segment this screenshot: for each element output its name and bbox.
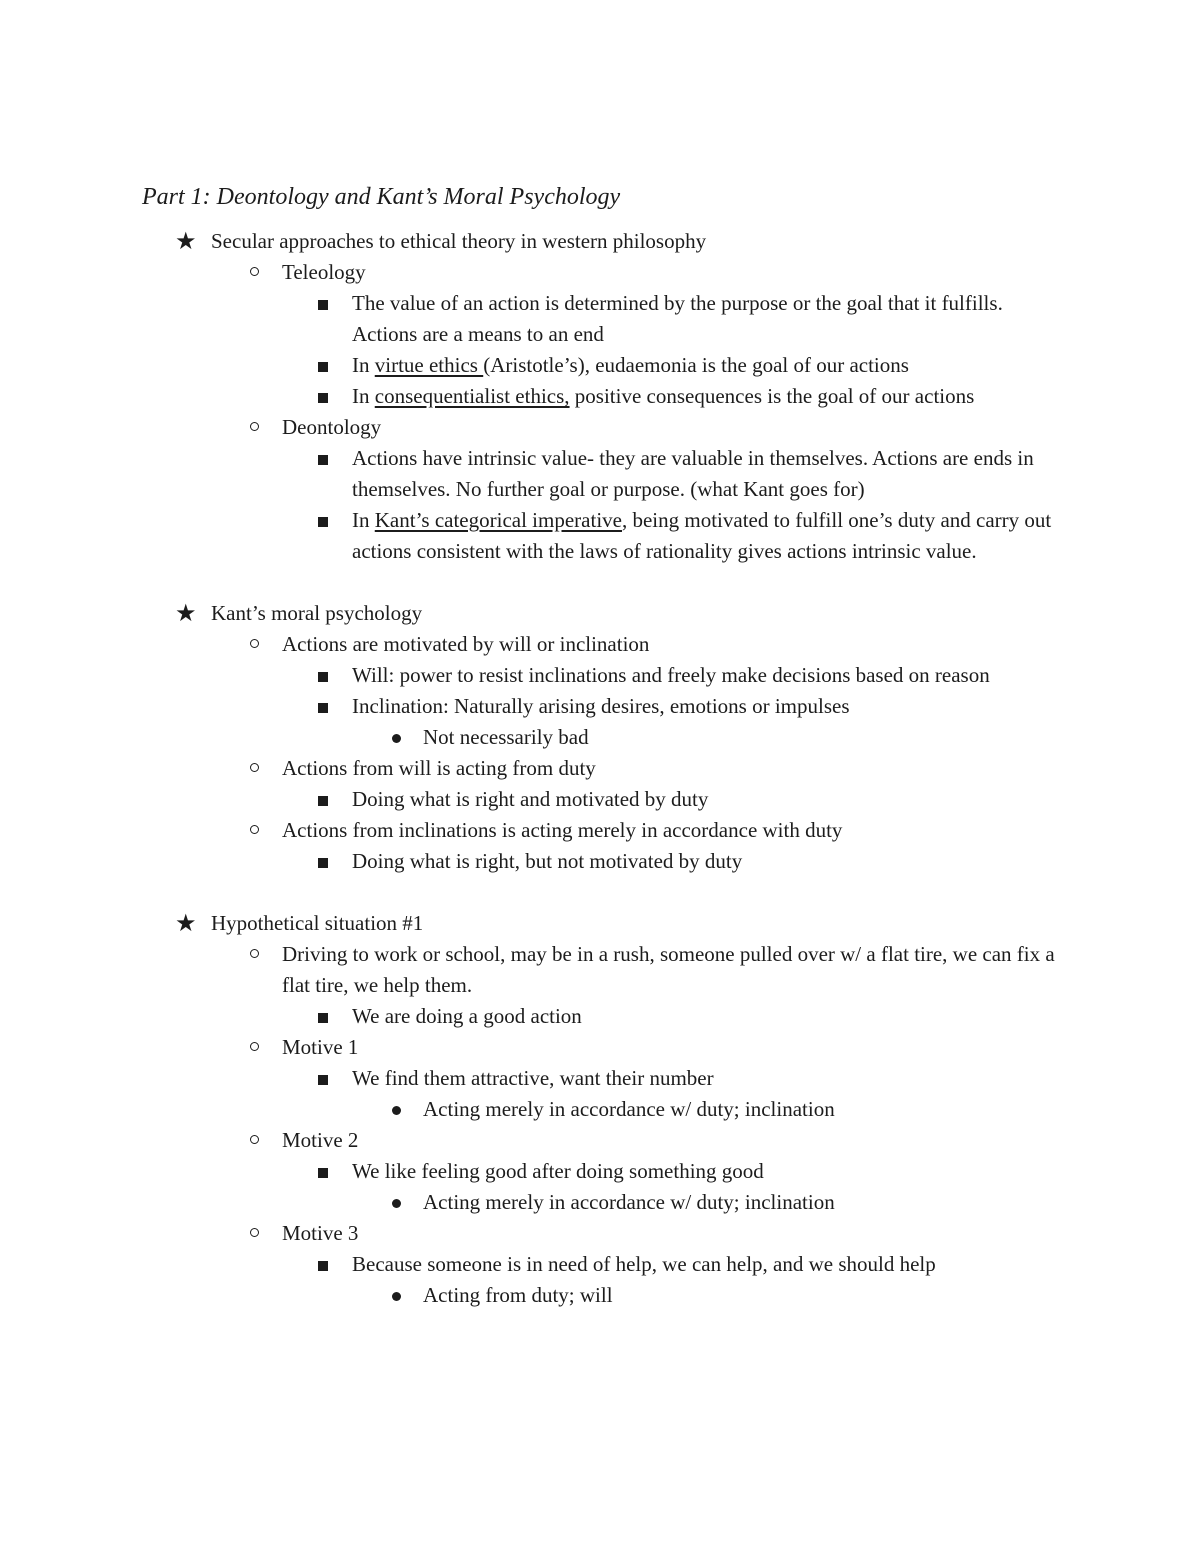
list-item <box>352 443 1072 505</box>
list-text: (Aristotle’s), eudaemonia is the goal of our actions <box>483 353 909 377</box>
list-item <box>282 412 1082 443</box>
square-bullet-icon <box>318 1013 328 1023</box>
square-bullet-icon <box>318 362 328 372</box>
list-text: , being motivated to fulfill one’s duty and carry out actions consistent with the laws of rationality gives actions intrinsic value. <box>352 508 1052 563</box>
list-item <box>352 1156 1072 1187</box>
list-item <box>352 288 1072 350</box>
square-bullet-icon <box>318 672 328 682</box>
underlined-term: virtue ethics <box>374 353 484 377</box>
list-text: We find them attractive, want their number <box>352 1066 714 1090</box>
subheading: Deontology <box>282 415 382 439</box>
list-item <box>282 939 1082 1001</box>
list-item <box>352 691 1072 722</box>
square-bullet-icon <box>318 517 328 527</box>
list-item <box>352 846 1072 877</box>
round-bullet-icon <box>392 1106 401 1115</box>
round-bullet-icon <box>392 734 401 743</box>
square-bullet-icon <box>318 796 328 806</box>
list-item <box>352 1001 1072 1032</box>
list-text: Doing what is right, but not motivated by duty <box>352 849 743 873</box>
hollow-circle-bullet-icon <box>250 763 259 772</box>
star-bullet-icon: ★ <box>175 909 197 937</box>
list-item <box>352 660 1072 691</box>
list-text: We like feeling good after doing something good <box>352 1159 764 1183</box>
hollow-circle-bullet-icon <box>250 422 259 431</box>
square-bullet-icon <box>318 455 328 465</box>
square-bullet-icon <box>318 1261 328 1271</box>
page-title: Part 1: Deontology and Kant’s Moral Psychology <box>142 184 621 210</box>
list-text: Actions from inclinations is acting merely in accordance with duty <box>282 818 843 842</box>
round-bullet-icon <box>392 1292 401 1301</box>
star-bullet-icon: ★ <box>175 599 197 627</box>
list-item <box>352 1063 1072 1094</box>
hollow-circle-bullet-icon <box>250 1135 259 1144</box>
list-text: We are doing a good action <box>352 1004 582 1028</box>
list-item <box>423 1094 1073 1125</box>
list-item <box>282 815 1082 846</box>
hollow-circle-bullet-icon <box>250 1228 259 1237</box>
subheading: Teleology <box>282 260 366 284</box>
list-text: In <box>352 384 375 408</box>
list-text: Actions are motivated by will or inclination <box>282 632 650 656</box>
square-bullet-icon <box>318 300 328 310</box>
notes-outline <box>0 226 1200 1311</box>
list-text: Acting from duty; will <box>423 1283 613 1307</box>
hollow-circle-bullet-icon <box>250 267 259 276</box>
list-text: Acting merely in accordance w/ duty; inclination <box>423 1097 835 1121</box>
list-item <box>282 1125 1082 1156</box>
list-item <box>352 381 1072 412</box>
list-item <box>282 753 1082 784</box>
list-item <box>352 350 1072 381</box>
list-text: The value of an action is determined by the purpose or the goal that it fulfills. Actions are a means to an end <box>352 291 1003 346</box>
square-bullet-icon <box>318 703 328 713</box>
list-text: Driving to work or school, may be in a rush, someone pulled over w/ a flat tire, we can fix a flat tire, we help them. <box>282 942 1055 997</box>
list-text: Because someone is in need of help, we can help, and we should help <box>352 1252 936 1276</box>
list-item <box>175 908 1111 939</box>
hollow-circle-bullet-icon <box>250 639 259 648</box>
section-heading: Hypothetical situation #1 <box>211 911 424 935</box>
list-text: Motive 3 <box>282 1221 359 1245</box>
underlined-term: consequentialist ethics, <box>374 384 570 408</box>
list-item <box>175 598 1111 629</box>
list-item <box>423 722 1073 753</box>
list-text: Motive 1 <box>282 1035 359 1059</box>
list-text: Actions from will is acting from duty <box>282 756 596 780</box>
list-text: Doing what is right and motivated by duty <box>352 787 709 811</box>
list-item <box>282 1032 1082 1063</box>
underlined-term: Kant’s categorical imperative <box>374 508 622 532</box>
list-item <box>352 784 1072 815</box>
list-text: Acting merely in accordance w/ duty; inclination <box>423 1190 835 1214</box>
list-text: positive consequences is the goal of our actions <box>569 384 975 408</box>
list-item <box>352 505 1072 567</box>
list-item <box>352 1249 1072 1280</box>
hollow-circle-bullet-icon <box>250 949 259 958</box>
list-text: Actions have intrinsic value- they are valuable in themselves. Actions are ends in themselves. No further goal or purpose. (what Kant goes for) <box>352 446 1034 501</box>
list-text: In <box>352 353 375 377</box>
list-text: Motive 2 <box>282 1128 359 1152</box>
list-text: Will: power to resist inclinations and freely make decisions based on reason <box>352 663 990 687</box>
list-text: In <box>352 508 375 532</box>
square-bullet-icon <box>318 858 328 868</box>
list-item <box>282 257 1082 288</box>
star-bullet-icon: ★ <box>175 227 197 255</box>
list-item <box>282 629 1082 660</box>
square-bullet-icon <box>318 1168 328 1178</box>
list-text: Inclination: Naturally arising desires, emotions or impulses <box>352 694 850 718</box>
square-bullet-icon <box>318 393 328 403</box>
round-bullet-icon <box>392 1199 401 1208</box>
list-item <box>423 1280 1073 1311</box>
hollow-circle-bullet-icon <box>250 1042 259 1051</box>
square-bullet-icon <box>318 1075 328 1085</box>
list-item <box>175 226 1111 257</box>
section-heading: Kant’s moral psychology <box>211 601 423 625</box>
list-item <box>423 1187 1073 1218</box>
list-text: Not necessarily bad <box>423 725 589 749</box>
section-heading: Secular approaches to ethical theory in western philosophy <box>211 229 707 253</box>
list-item <box>282 1218 1082 1249</box>
hollow-circle-bullet-icon <box>250 825 259 834</box>
